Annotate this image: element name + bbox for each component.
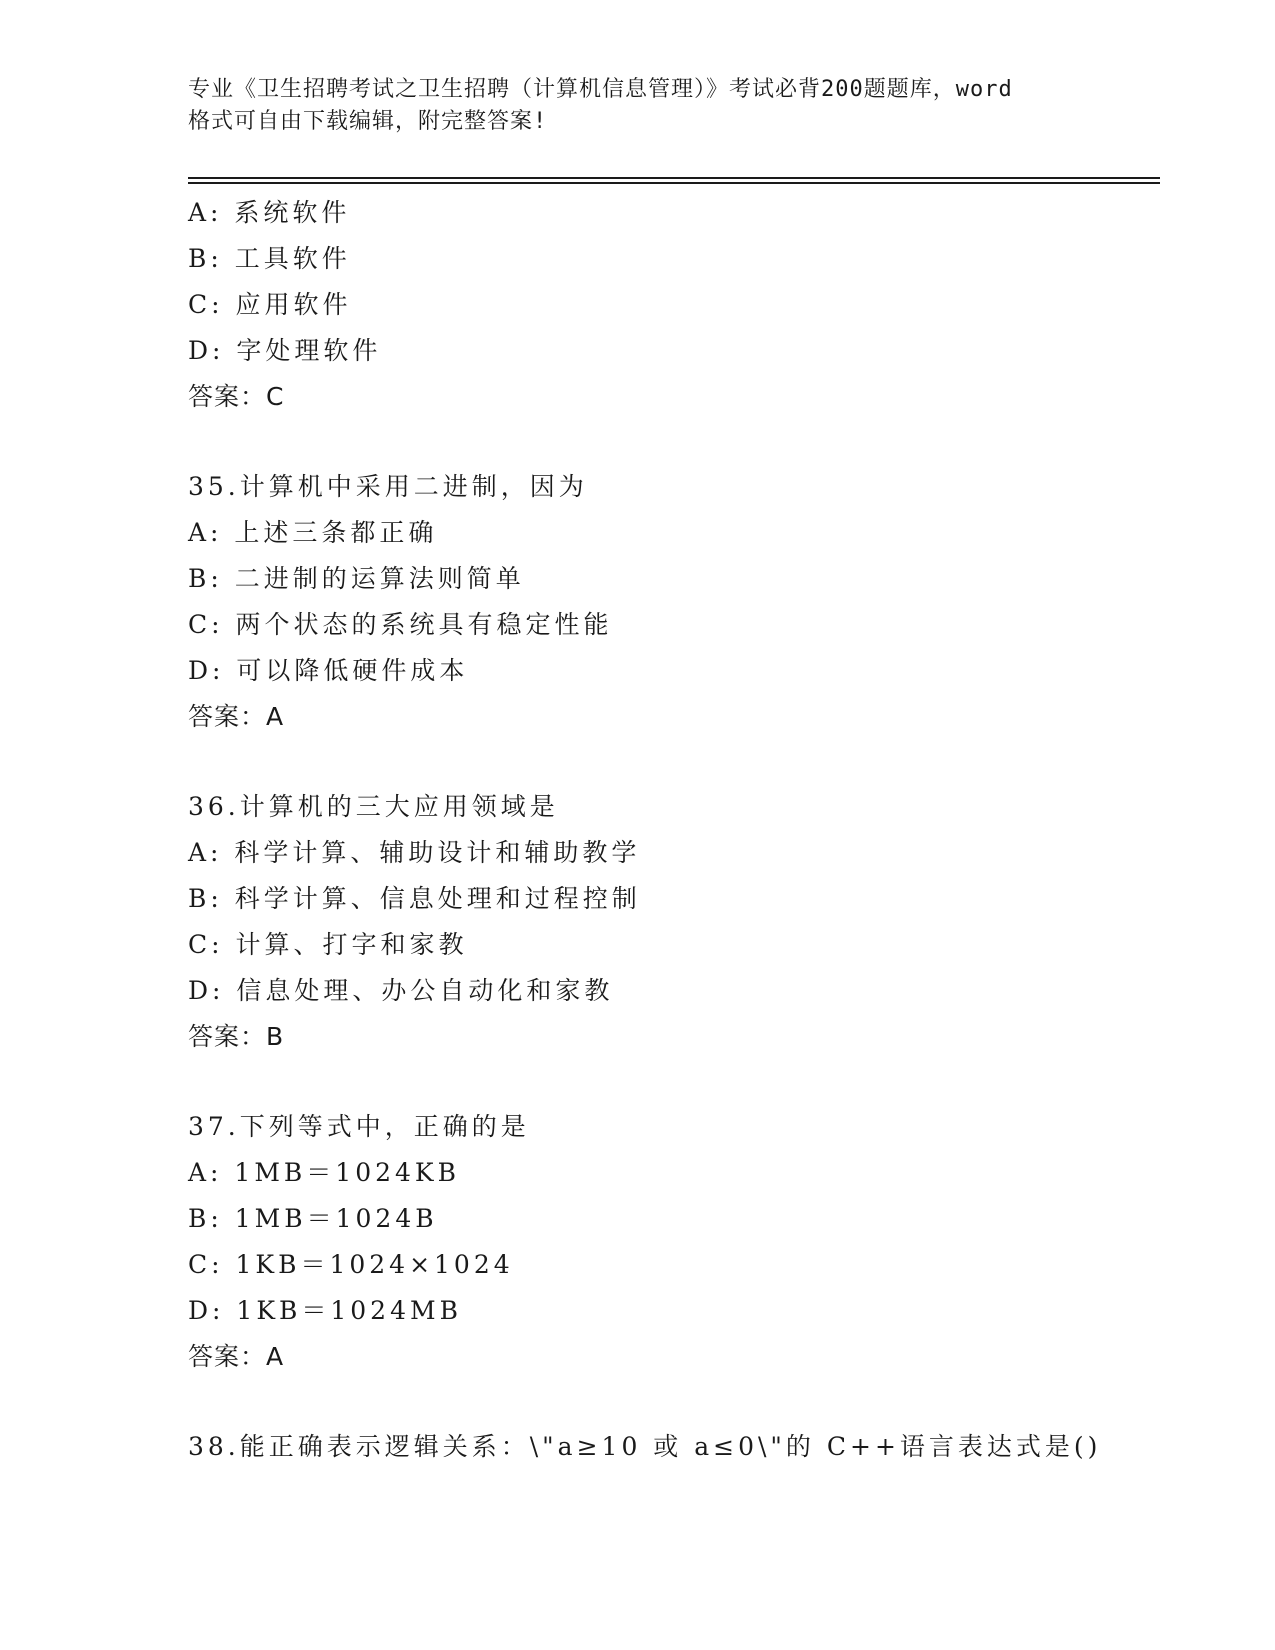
option-b: B: 二进制的运算法则简单 — [188, 564, 525, 593]
option-c: C: 两个状态的系统具有稳定性能 — [188, 610, 613, 639]
option-d: D: 信息处理、办公自动化和家教 — [188, 976, 614, 1005]
header-divider-top — [188, 177, 1160, 179]
option-a: A: 系统软件 — [188, 198, 351, 227]
option-c: C: 1KB＝1024×1024 — [188, 1250, 514, 1279]
answer-line: 答案：C — [188, 382, 285, 411]
option-b: B: 工具软件 — [188, 244, 351, 273]
option-d: D: 1KB＝1024MB — [188, 1296, 462, 1325]
question-text: 36.计算机的三大应用领域是 — [188, 792, 559, 821]
question-block-35 — [188, 464, 1160, 740]
option-c: C: 应用软件 — [188, 290, 352, 319]
option-a: A: 科学计算、辅助设计和辅助教学 — [188, 838, 641, 867]
option-b: B: 科学计算、信息处理和过程控制 — [188, 884, 641, 913]
header-line-1: 专业《卫生招聘考试之卫生招聘（计算机信息管理）》考试必背200题题库，word — [188, 77, 1013, 102]
question-list — [188, 190, 1160, 1470]
question-block-38 — [188, 1424, 1160, 1470]
option-c: C: 计算、打字和家教 — [188, 930, 468, 959]
answer-line: 答案：A — [188, 1342, 285, 1371]
option-b: B: 1MB＝1024B — [188, 1204, 438, 1233]
answer-line: 答案：B — [188, 1022, 285, 1051]
spacer — [188, 1060, 1160, 1104]
option-a: A: 1MB＝1024KB — [188, 1158, 460, 1187]
option-d: D: 可以降低硬件成本 — [188, 656, 469, 685]
question-text: 37.下列等式中，正确的是 — [188, 1112, 530, 1141]
question-text: 38.能正确表示逻辑关系：\"a≥10 或 a≤0\"的 C++语言表达式是() — [188, 1432, 1102, 1461]
question-text: 35.计算机中采用二进制，因为 — [188, 472, 588, 501]
option-d: D: 字处理软件 — [188, 336, 382, 365]
header-divider-bottom — [188, 182, 1160, 184]
spacer — [188, 420, 1160, 464]
document-header — [188, 74, 1098, 138]
question-block-prev — [188, 190, 1160, 420]
question-block-36 — [188, 784, 1160, 1060]
header-line-2: 格式可自由下载编辑，附完整答案! — [188, 109, 548, 134]
answer-line: 答案：A — [188, 702, 285, 731]
option-a: A: 上述三条都正确 — [188, 518, 438, 547]
spacer — [188, 1380, 1160, 1424]
spacer — [188, 740, 1160, 784]
question-block-37 — [188, 1104, 1160, 1380]
